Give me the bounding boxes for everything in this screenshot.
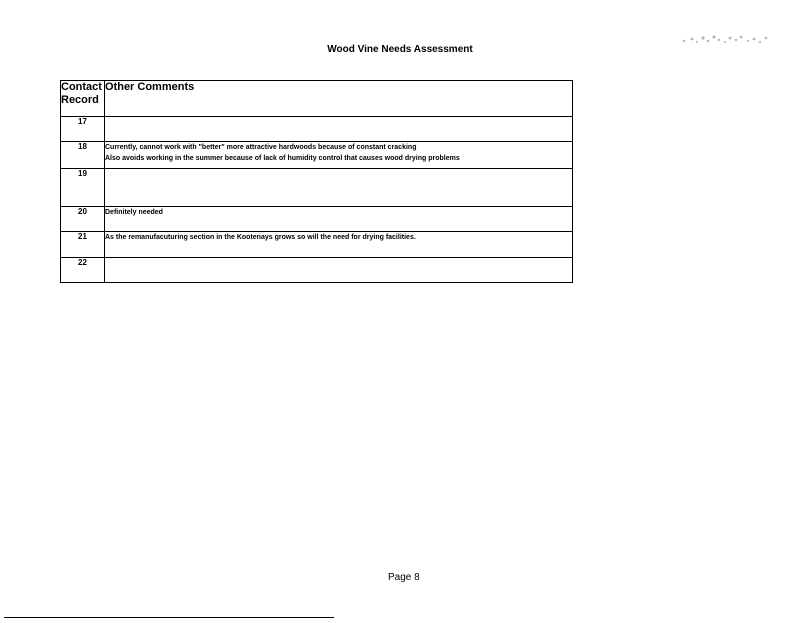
document-title: Wood Vine Needs Assessment — [327, 44, 473, 55]
comment-line: Definitely needed — [105, 209, 163, 216]
record-number: 17 — [61, 117, 105, 142]
table-row — [61, 207, 573, 232]
record-comments — [105, 117, 573, 142]
record-comments — [105, 207, 573, 232]
comment-line: Currently, cannot work with "better" more attractive hardwoods because of constant cracking — [105, 144, 417, 151]
scan-artifact-icon — [678, 32, 774, 46]
record-number: 22 — [61, 258, 105, 283]
header-other-comments: Other Comments — [105, 81, 573, 117]
comment-line: Also avoids working in the summer because of lack of humidity control that causes wood drying problems — [105, 155, 460, 162]
table-row — [61, 169, 573, 207]
record-comments — [105, 142, 573, 169]
table-row — [61, 258, 573, 283]
table-row — [61, 142, 573, 169]
record-number: 21 — [61, 232, 105, 258]
comment-line: As the remanufacuturing section in the Kootenays grows so will the need for drying facilities. — [105, 234, 416, 241]
page-number: Page 8 — [388, 572, 420, 583]
record-number: 18 — [61, 142, 105, 169]
record-comments — [105, 169, 573, 207]
comments-table — [60, 80, 573, 283]
record-comments — [105, 232, 573, 258]
bottom-rule — [4, 617, 334, 618]
table-row — [61, 117, 573, 142]
record-comments — [105, 258, 573, 283]
record-number: 19 — [61, 169, 105, 207]
header-contact-line2: Record — [61, 94, 99, 106]
table-row — [61, 232, 573, 258]
record-number: 20 — [61, 207, 105, 232]
header-contact-line1: Contact — [61, 81, 102, 93]
table-header-row — [61, 81, 573, 117]
header-contact-record — [61, 81, 105, 117]
